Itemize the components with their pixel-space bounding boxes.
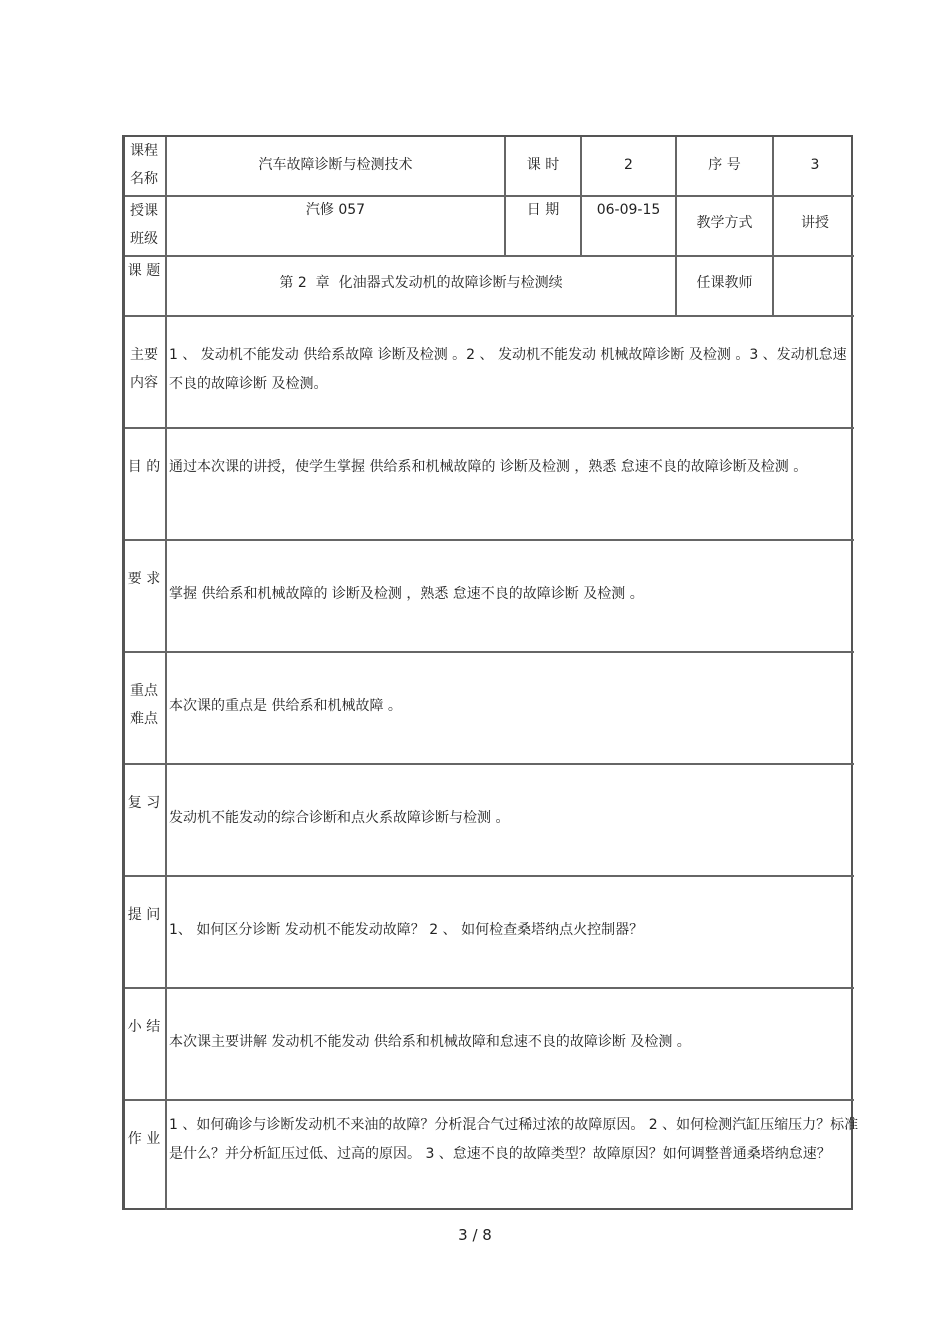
course-name: 汽车故障诊断与检测技术 [258,157,413,173]
summary-text: 本次课主要讲解 发动机不能发动 供给系和机械故障和怠速不良的故障诊断 及检测 。 [169,1034,691,1050]
row-divider [125,875,854,877]
course-name-label: 课程名称 [130,143,158,187]
lesson-plan-table [122,135,859,1210]
page-number: 3 / 8 [458,1226,492,1244]
questions-label: 提 问 [127,907,161,923]
key-points-text: 本次课的重点是 供给系和机械故障 。 [169,698,402,714]
row-divider [125,427,854,429]
review-text: 发动机不能发动的综合诊断和点火系故障诊断与检测 。 [169,810,510,826]
row-divider [125,255,854,257]
class-label: 授课班级 [130,203,158,247]
class-value: 汽修 057 [305,202,366,218]
date-label: 日 期 [526,202,560,218]
topic-value: 第 2 章 化油器式发动机的故障诊断与检测续 [279,275,563,291]
objective-text: 通过本次课的讲授，使学生掌握 供给系和机械故障的 诊断及检测 ，熟悉 怠速不良的故障诊断及检测 。 [169,459,808,475]
seq-label: 序 号 [708,157,741,173]
key-points-label: 重点难点 [130,683,158,727]
summary-label: 小 结 [127,1019,161,1035]
homework-text: 1 、如何确诊与诊断发动机不来油的故障？分析混合气过稀过浓的故障原因。 2 、如何检测汽缸压缩压力？标准是什么？并分析缸压过低、过高的原因。 3 、怠速不良的故障类型？故障原因？如何调整普通桑塔纳怠速？ [169,1117,859,1162]
main-content-label: 主要内容 [130,347,158,391]
main-content-text: 1 、 发动机不能发动 供给系故障 诊断及检测 。2 、 发动机不能发动 机械故障诊断 及检测 。3 、发动机怠速不良的故障诊断 及检测。 [169,347,847,392]
row-divider [125,651,854,653]
row-divider [125,539,854,541]
method-label: 教学方式 [696,215,753,231]
row-divider [125,195,854,197]
objective-label: 目 的 [127,459,161,475]
topic-label: 课 题 [127,263,161,279]
label-column-divider [165,137,167,1210]
hours-value: 2 [624,157,633,173]
teacher-label: 任课教师 [696,275,753,291]
row-divider [125,763,854,765]
hours-label: 课 时 [526,157,560,173]
method-value: 讲授 [801,215,829,231]
row-divider [125,1099,854,1101]
requirement-label: 要 求 [127,571,161,587]
date-value: 06-09-15 [596,202,661,218]
review-label: 复 习 [127,795,161,811]
seq-value: 3 [810,157,820,173]
requirement-text: 掌握 供给系和机械故障的 诊断及检测 ，熟悉 怠速不良的故障诊断 及检测 。 [169,586,644,602]
homework-label: 作 业 [127,1131,161,1147]
row-divider [125,315,854,317]
questions-text: 1、 如何区分诊断 发动机不能发动故障？ 2 、 如何检查桑塔纳点火控制器？ [169,922,644,938]
row-divider [125,987,854,989]
